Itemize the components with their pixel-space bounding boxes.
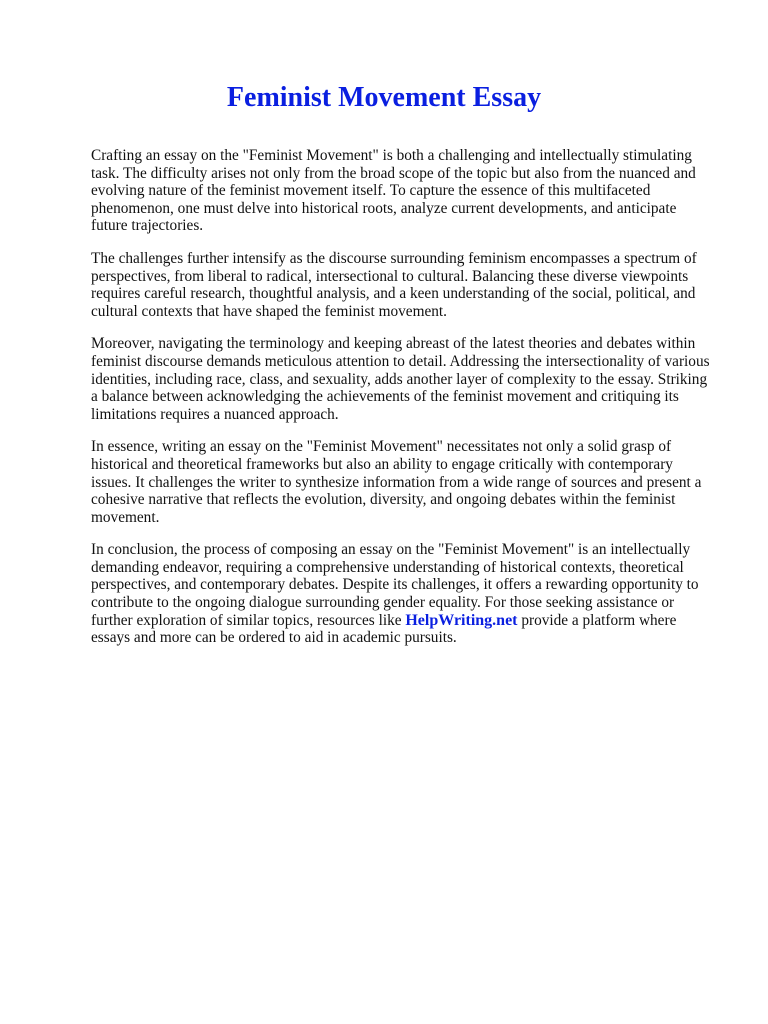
document-title: Feminist Movement Essay bbox=[226, 82, 542, 113]
paragraph-4: In essence, writing an essay on the "Feminist Movement" necessitates not only a solid grasp of historical and theoretical frameworks but also an ability to engage critically with contemporary issues. It challenges the writer to synthesize information from a wide range of sources and present a cohesive narrative that reflects the evolution, diversity, and ongoing debates within the feminist movement. bbox=[91, 438, 702, 526]
essay-body bbox=[91, 147, 711, 662]
paragraph-2: The challenges further intensify as the discourse surrounding feminism encompasses a spectrum of perspectives, from liberal to radical, intersectional to cultural. Balancing these diverse viewpoints requires careful research, thoughtful analysis, and a keen understanding of the social, political, and cultural contexts that have shaped the feminist movement. bbox=[91, 249, 697, 320]
conclusion-text-after-link: provide a platform where essays and more can be ordered to aid in academic pursuits. bbox=[91, 611, 677, 647]
paragraph-3: Moreover, navigating the terminology and keeping abreast of the latest theories and debates within feminist discourse demands meticulous attention to detail. Addressing the intersectionality of various identities, including race, class, and sexuality, adds another layer of complexity to the essay. Striking a balance between acknowledging the achievements of the feminist movement and critiquing its limitations requires a nuanced approach. bbox=[91, 335, 710, 423]
conclusion-text-before-link: In conclusion, the process of composing an essay on the "Feminist Movement" is an intellectually demanding endeavor, requiring a comprehensive understanding of historical contexts, theoretical perspectives, and contemporary debates. Despite its challenges, it offers a rewarding opportunity to contribute to the ongoing dialogue surrounding gender equality. For those seeking assistance or further exploration of similar topics, resources like bbox=[91, 541, 699, 629]
paragraph-1: Crafting an essay on the "Feminist Movement" is both a challenging and intellectually stimulating task. The difficulty arises not only from the broad scope of the topic but also from the nuanced and evolving nature of the feminist movement itself. To capture the essence of this multifaceted phenomenon, one must delve into historical roots, analyze current developments, and anticipate future trajectories. bbox=[91, 147, 696, 235]
helpwriting-link[interactable]: HelpWriting.net bbox=[405, 611, 518, 629]
paragraph-conclusion bbox=[91, 541, 711, 647]
